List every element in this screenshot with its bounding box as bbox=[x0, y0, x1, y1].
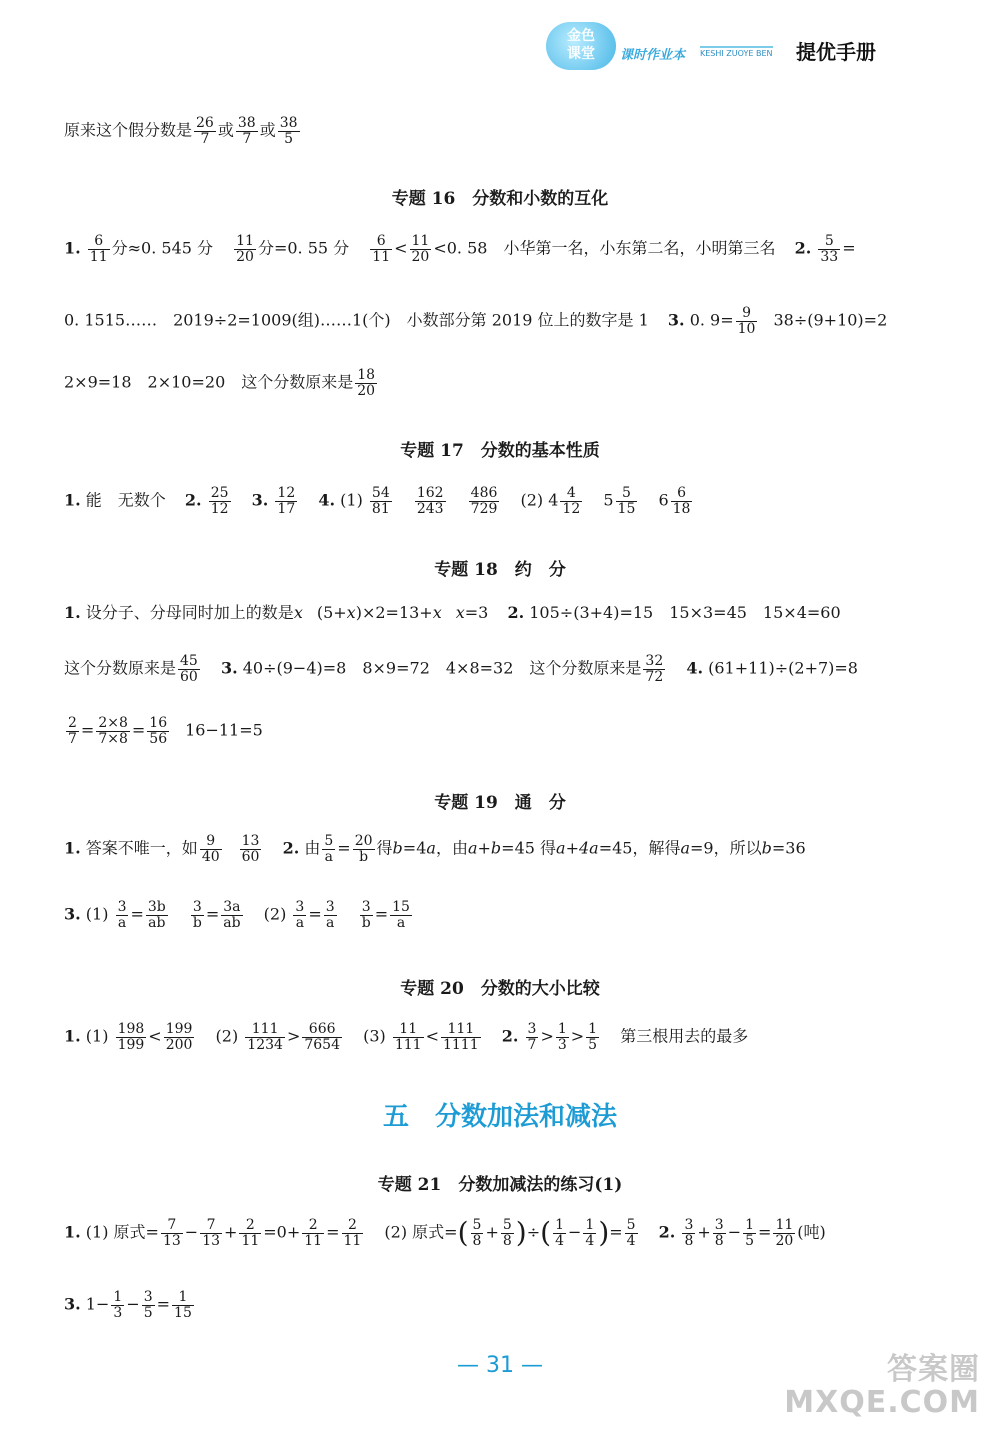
fraction bbox=[200, 1218, 222, 1248]
text: =9，所以 bbox=[690, 838, 762, 858]
numerator: 11 bbox=[236, 233, 254, 249]
fraction bbox=[553, 1218, 566, 1248]
numerator: 5 bbox=[818, 234, 840, 250]
fraction bbox=[736, 306, 758, 336]
text: (1) 原式= bbox=[85, 1222, 159, 1242]
numerator: 3 bbox=[325, 899, 335, 915]
q-num: 3. bbox=[220, 658, 238, 678]
or-text: 或 bbox=[217, 120, 234, 140]
text: 16−11=5 bbox=[185, 720, 263, 740]
denominator: 10 bbox=[737, 320, 756, 337]
numerator: 15 bbox=[392, 899, 410, 915]
q-num: 3. bbox=[64, 904, 81, 924]
denominator: 81 bbox=[371, 500, 390, 517]
denominator: 17 bbox=[277, 500, 296, 517]
denominator: 8 bbox=[714, 1232, 724, 1249]
fraction bbox=[560, 486, 582, 516]
text: (1) bbox=[85, 1026, 109, 1046]
denominator: 200 bbox=[165, 1036, 193, 1053]
numerator: 1 bbox=[557, 1021, 567, 1037]
intro-line bbox=[64, 116, 960, 146]
denominator: 1234 bbox=[247, 1036, 283, 1053]
fraction bbox=[393, 1022, 424, 1052]
var: b bbox=[392, 838, 403, 858]
logo-script: 课时作业本 bbox=[620, 48, 686, 63]
denominator: 20 bbox=[236, 248, 254, 265]
fraction bbox=[178, 654, 200, 684]
text: =0. 55 分 bbox=[273, 238, 350, 258]
denominator: 13 bbox=[162, 1232, 181, 1249]
numerator: 1 bbox=[588, 1021, 598, 1037]
denominator: a bbox=[117, 914, 127, 931]
topic-17-heading: 专题 17 分数的基本性质 bbox=[400, 441, 600, 461]
text: 能 无数个 bbox=[85, 490, 166, 510]
text: 得 bbox=[376, 838, 393, 858]
denominator: 60 bbox=[241, 848, 260, 865]
var: x bbox=[346, 603, 356, 622]
text: (1) bbox=[85, 904, 109, 924]
fraction bbox=[410, 234, 432, 264]
fraction bbox=[625, 1218, 638, 1248]
text: 设分子、分母同时加上的数是 bbox=[85, 603, 294, 622]
denominator: 5 bbox=[143, 1304, 153, 1321]
numerator: 3 bbox=[360, 900, 373, 916]
logo-bottom: 课堂 bbox=[567, 46, 595, 62]
numerator: 198 bbox=[117, 1021, 145, 1037]
denominator: 7 bbox=[68, 730, 77, 747]
text: 5 bbox=[603, 490, 614, 510]
fraction bbox=[278, 116, 300, 146]
fraction bbox=[322, 834, 335, 864]
text: 2×9=18 2×10=20 这个分数原来是 bbox=[64, 372, 354, 392]
fraction bbox=[583, 1218, 596, 1248]
denominator: 11 bbox=[241, 1232, 260, 1249]
numerator: 32 bbox=[645, 653, 664, 669]
denominator: 11 bbox=[372, 248, 391, 265]
fraction bbox=[586, 1022, 599, 1052]
numerator: 3 bbox=[684, 1217, 694, 1233]
fraction bbox=[302, 1218, 324, 1248]
numerator: 3 bbox=[527, 1021, 537, 1037]
numerator: 1 bbox=[113, 1289, 123, 1305]
denominator: b bbox=[359, 848, 369, 865]
text: ≈0. 545 分 bbox=[127, 238, 214, 258]
topic-21-line-1: 1. (1) 原式= $\frac{7}{13}$ − $\frac{7}{13}$ + $\frac{2}{11}$ =0+ $\frac{2}{11}$ = $\frac{2}{11}$ (2) 原式=( $\frac{5}{8}$ + $\frac{5}{8}$ )÷( $\frac{1}{4}$ − $\frac{1}{4}$ )= $\frac{5}{4}$ 2. $\frac{3}{8}$ + $\frac{3}{8}$ − $\frac{1}{5}$ = $\frac{11}{20}$ (吨) bbox=[64, 1216, 826, 1250]
fraction bbox=[302, 1022, 342, 1052]
numerator: 7 bbox=[161, 1218, 183, 1234]
numerator: 3 bbox=[714, 1217, 724, 1233]
denominator: b bbox=[361, 914, 371, 931]
topic-18-heading: 专题 18 约 分 bbox=[434, 560, 566, 580]
topic-19-line-2: 3. (1) $\frac{3}{a}$ = $\frac{3b}{ab}$ $\frac{3}{b}$ = $\frac{3a}{ab}$ (2) $\frac{3}{a}$ = $\frac{3}{a}$ $\frac{3}{b}$ = $\frac{15}{a}$ bbox=[64, 899, 410, 931]
numerator: 111 bbox=[245, 1022, 285, 1038]
q-num: 2. bbox=[184, 490, 202, 510]
fraction bbox=[324, 900, 337, 930]
numerator: 20 bbox=[354, 833, 373, 849]
fraction bbox=[370, 486, 392, 516]
denominator: 8 bbox=[502, 1232, 512, 1249]
denominator: 8 bbox=[472, 1232, 482, 1249]
denominator: 20 bbox=[357, 382, 376, 399]
fraction bbox=[172, 1290, 194, 1320]
text: )×2=13+ bbox=[355, 603, 433, 622]
denominator: 11 bbox=[89, 248, 108, 265]
denominator: 15 bbox=[617, 500, 636, 517]
numerator: 1 bbox=[555, 1217, 564, 1233]
denominator: 11 bbox=[304, 1232, 323, 1249]
q-num: 1. bbox=[64, 238, 81, 258]
q-num: 1. bbox=[64, 490, 81, 510]
denominator: a bbox=[396, 914, 406, 931]
numerator: 2 bbox=[68, 715, 77, 731]
fraction bbox=[275, 486, 297, 516]
numerator: 5 bbox=[502, 1217, 512, 1233]
logo-top: 金色 bbox=[567, 28, 595, 44]
q-num: 2. bbox=[282, 838, 300, 858]
fraction bbox=[191, 900, 204, 930]
q-num: 2. bbox=[658, 1222, 676, 1242]
fraction bbox=[209, 486, 231, 516]
text: (吨) bbox=[797, 1222, 826, 1242]
denominator: 243 bbox=[416, 500, 444, 517]
topic-16-line-3 bbox=[64, 368, 960, 398]
var: x bbox=[293, 603, 303, 622]
q-num: 2. bbox=[794, 238, 812, 258]
numerator: 13 bbox=[241, 833, 260, 849]
numerator: 2 bbox=[239, 1218, 261, 1234]
numerator: 11 bbox=[775, 1217, 794, 1233]
numerator: 1 bbox=[745, 1217, 755, 1233]
numerator: 2 bbox=[342, 1218, 364, 1234]
fraction bbox=[88, 234, 110, 264]
page-number: — 31 — bbox=[457, 1353, 543, 1378]
topic-16-heading: 专题 16 分数和小数的互化 bbox=[391, 189, 609, 209]
fraction bbox=[501, 1218, 514, 1248]
q-num: 3. bbox=[64, 1294, 81, 1314]
text: 答案不唯一，如 bbox=[85, 838, 198, 858]
denominator: 7654 bbox=[304, 1036, 340, 1053]
numerator: 199 bbox=[165, 1021, 193, 1037]
numerator: 9 bbox=[200, 834, 222, 850]
denominator: 8 bbox=[684, 1232, 694, 1249]
intro-text: 原来这个假分数是 bbox=[64, 120, 193, 140]
topic-19-heading: 专题 19 通 分 bbox=[434, 793, 566, 813]
denominator: 5 bbox=[588, 1036, 598, 1053]
fraction bbox=[221, 900, 242, 930]
numerator: 25 bbox=[210, 485, 229, 501]
fraction bbox=[142, 1290, 155, 1320]
fraction bbox=[194, 116, 216, 146]
numerator: 7 bbox=[200, 1218, 222, 1234]
topic-20-line-1: 1. (1) $\frac{198}{199}$ < $\frac{199}{200}$ (2) $\frac{111}{1234}$ > $\frac{666}{7654}$ (3) $\frac{11}{111}$ < $\frac{111}{1111}$ 2. $\frac{3}{7}$ > $\frac{1}{3}$ > $\frac{1}{5}$ 第三根用去的最多 bbox=[64, 1021, 749, 1053]
denominator: 3 bbox=[557, 1036, 567, 1053]
numerator: 3b bbox=[147, 899, 166, 915]
text: 1− bbox=[85, 1294, 110, 1314]
watermark-line-2: MXQE.COM bbox=[784, 1385, 980, 1420]
denominator: 5 bbox=[284, 130, 294, 147]
topic-18-line-3: $\frac{2}{7}$ = $\frac{2\times 8}{7\times 8}$ = $\frac{16}{56}$ 16−11=5 bbox=[68, 715, 263, 747]
numerator: 11 bbox=[393, 1022, 424, 1038]
numerator: 6 bbox=[370, 234, 392, 250]
topic-18-line-2 bbox=[64, 654, 960, 684]
text: (2) bbox=[215, 1026, 239, 1046]
text: =3 bbox=[464, 603, 489, 622]
q-num: 4. bbox=[318, 490, 336, 510]
numerator: 2 bbox=[302, 1218, 324, 1234]
numerator: 162 bbox=[416, 485, 444, 501]
q-num: 4. bbox=[686, 658, 704, 678]
fraction bbox=[236, 116, 258, 146]
fraction bbox=[682, 1218, 695, 1248]
numerator: 486 bbox=[470, 485, 498, 501]
denominator: 20 bbox=[411, 248, 430, 265]
or-text: 或 bbox=[259, 120, 276, 140]
brand-title: 提优手册 bbox=[796, 40, 876, 64]
var: b bbox=[490, 838, 502, 858]
watermark-logo bbox=[784, 1353, 980, 1419]
fraction bbox=[96, 716, 130, 746]
fraction bbox=[556, 1022, 569, 1052]
var: x bbox=[432, 603, 442, 622]
numerator: 3 bbox=[143, 1289, 153, 1305]
fraction bbox=[234, 234, 256, 264]
numerator: 26 bbox=[196, 115, 214, 131]
fraction bbox=[818, 234, 840, 264]
topic-21-heading: 专题 21 分数加减法的练习(1) bbox=[377, 1175, 623, 1195]
fraction bbox=[671, 486, 693, 516]
fraction bbox=[116, 900, 129, 930]
numerator: 18 bbox=[357, 367, 376, 383]
denominator: 12 bbox=[562, 500, 581, 517]
fraction bbox=[360, 900, 373, 930]
denominator: 7 bbox=[527, 1036, 537, 1053]
fraction bbox=[773, 1218, 795, 1248]
text: 这个分数原来是 bbox=[64, 658, 177, 678]
numerator: 6 bbox=[671, 486, 693, 502]
q-num: 2. bbox=[507, 603, 525, 622]
topic-21-line-2: 3. 1− $\frac{1}{3}$ − $\frac{3}{5}$ = $\frac{1}{15}$ bbox=[64, 1289, 192, 1321]
numerator: 3a bbox=[221, 900, 242, 916]
denominator: 7×8 bbox=[98, 730, 128, 747]
numerator: 666 bbox=[302, 1022, 342, 1038]
numerator: 5 bbox=[616, 486, 638, 502]
numerator: 4 bbox=[560, 486, 582, 502]
fraction bbox=[293, 900, 306, 930]
fraction bbox=[370, 234, 392, 264]
text: =45，解得 bbox=[598, 838, 681, 858]
var: b bbox=[761, 838, 772, 858]
denominator: 60 bbox=[180, 668, 198, 685]
fraction bbox=[66, 716, 79, 746]
numerator: 5 bbox=[626, 1217, 636, 1233]
numerator: 5 bbox=[472, 1217, 482, 1233]
q-num: 1. bbox=[64, 603, 81, 622]
fraction bbox=[355, 368, 377, 398]
text: 40÷(9−4)=8 8×9=72 4×8=32 这个分数原来是 bbox=[242, 658, 642, 678]
text: (5+ bbox=[316, 603, 347, 622]
logo-badge bbox=[546, 22, 616, 70]
text: =36 bbox=[771, 838, 806, 858]
fraction bbox=[526, 1022, 539, 1052]
text: 105÷(3+4)=15 15×3=45 15×4=60 bbox=[529, 603, 841, 622]
topic-18-line-1 bbox=[64, 600, 960, 623]
numerator: 3 bbox=[295, 899, 305, 915]
logo-subtitle: KESHI ZUOYE BEN bbox=[700, 46, 773, 58]
watermark-line-1: 答案圈 bbox=[887, 1352, 980, 1387]
fraction bbox=[616, 486, 638, 516]
text: (3) bbox=[363, 1026, 386, 1046]
text: =4 bbox=[402, 838, 427, 858]
fraction bbox=[643, 654, 665, 684]
denominator: 11 bbox=[343, 1232, 362, 1249]
section-5-title: 五 分数加法和减法 bbox=[382, 1102, 617, 1132]
denominator: 4 bbox=[585, 1232, 595, 1249]
denominator: 111 bbox=[394, 1036, 422, 1053]
denominator: b bbox=[192, 914, 202, 931]
denominator: a bbox=[324, 848, 334, 865]
fraction bbox=[743, 1218, 756, 1248]
fraction bbox=[353, 834, 375, 864]
fraction bbox=[713, 1218, 726, 1248]
q-num: 1. bbox=[64, 838, 81, 858]
numerator: 12 bbox=[277, 485, 296, 501]
text: (61+11)÷(2+7)=8 bbox=[708, 658, 858, 678]
q-num: 1. bbox=[64, 1026, 81, 1046]
numerator: 3 bbox=[191, 900, 204, 916]
fraction bbox=[245, 1022, 285, 1052]
fraction bbox=[342, 1218, 364, 1248]
denominator: 18 bbox=[672, 500, 691, 517]
numerator: 54 bbox=[371, 485, 390, 501]
denominator: 7 bbox=[242, 130, 252, 147]
fraction bbox=[147, 716, 169, 746]
numerator: 5 bbox=[324, 833, 334, 849]
denominator: 56 bbox=[149, 730, 168, 747]
denominator: ab bbox=[148, 914, 166, 931]
fraction bbox=[415, 486, 446, 516]
denominator: ab bbox=[223, 914, 241, 931]
numerator: 38 bbox=[237, 115, 256, 131]
var: a bbox=[556, 838, 566, 858]
fraction bbox=[471, 1218, 484, 1248]
var: x bbox=[455, 603, 465, 622]
numerator: 45 bbox=[180, 653, 198, 669]
denominator: 72 bbox=[645, 668, 664, 685]
numerator: 6 bbox=[88, 234, 110, 250]
fraction bbox=[390, 900, 412, 930]
numerator: 111 bbox=[441, 1022, 481, 1038]
fraction bbox=[111, 1290, 124, 1320]
fraction bbox=[469, 486, 500, 516]
var: a bbox=[426, 838, 436, 858]
fraction bbox=[146, 900, 168, 930]
fraction bbox=[200, 834, 222, 864]
denominator: a bbox=[326, 914, 335, 931]
denominator: 199 bbox=[117, 1036, 145, 1053]
denominator: 5 bbox=[745, 1232, 755, 1249]
fraction bbox=[164, 1022, 195, 1052]
text: 第三根用去的最多 bbox=[620, 1026, 749, 1046]
text: 分 bbox=[257, 238, 274, 258]
fraction bbox=[161, 1218, 183, 1248]
q-num: 2. bbox=[501, 1026, 519, 1046]
text: 6 bbox=[658, 490, 669, 510]
text: <0. 58 小华第一名，小东第二名，小明第三名 bbox=[433, 238, 776, 258]
denominator: a bbox=[295, 914, 305, 931]
text: =0+ bbox=[263, 1222, 301, 1242]
denominator: 40 bbox=[201, 848, 220, 865]
fraction bbox=[240, 834, 262, 864]
text: 0. 1515…… 2019÷2=1009(组)……1(个) 小数部分第 2019 位上的数字是 1 bbox=[64, 310, 649, 330]
topic-19-line-1: 1. 答案不唯一，如 $\frac{9}{40}$ $\frac{13}{60}$ 2. 由 $\frac{5}{a}$ = $\frac{20}{b}$ 得b=4a，由a+b=45 得a+4a=45，解得a=9，所以b=36 bbox=[64, 833, 806, 865]
denominator: 4 bbox=[626, 1232, 636, 1249]
denominator: 4 bbox=[555, 1232, 564, 1249]
numerator: 1 bbox=[585, 1217, 595, 1233]
topic-17-line-1 bbox=[64, 486, 960, 516]
fraction bbox=[239, 1218, 261, 1248]
denominator: 1111 bbox=[442, 1036, 479, 1053]
numerator: 3 bbox=[117, 899, 127, 915]
text: 由 bbox=[304, 838, 321, 858]
text: (1) bbox=[340, 490, 363, 510]
numerator: 2×8 bbox=[98, 715, 128, 731]
denominator: 20 bbox=[775, 1232, 794, 1249]
fraction bbox=[116, 1022, 147, 1052]
denominator: 33 bbox=[820, 248, 839, 265]
denominator: 13 bbox=[202, 1232, 221, 1249]
q-num: 3. bbox=[667, 310, 685, 330]
denominator: 15 bbox=[174, 1304, 192, 1321]
text: (2) 原式= bbox=[384, 1222, 458, 1242]
denominator: 3 bbox=[113, 1304, 123, 1321]
text: ，由 bbox=[435, 838, 468, 858]
numerator: 16 bbox=[149, 715, 168, 731]
q-num: 1. bbox=[64, 1222, 81, 1242]
topic-16-line-1: 1. $\frac{6}{11}$ 分≈0. 545 分 $\frac{11}{20}$ 分=0. 55 分 $\frac{6}{11}$ < $\frac{11}{20}$ <0. 58 小华第一名，小东第二名，小明第三名 2. $\frac{5}{33}$ = bbox=[64, 233, 856, 265]
numerator: 38 bbox=[279, 115, 298, 131]
topic-16-line-2 bbox=[64, 306, 960, 336]
q-num: 3. bbox=[251, 490, 269, 510]
numerator: 9 bbox=[736, 306, 758, 322]
text: 分 bbox=[111, 238, 128, 258]
text: (2) bbox=[263, 904, 287, 924]
text: (2) 4 bbox=[520, 490, 559, 510]
text: =45 得 bbox=[501, 838, 557, 858]
denominator: 7 bbox=[200, 130, 210, 147]
var: 4a bbox=[578, 838, 599, 858]
var: a bbox=[680, 838, 691, 858]
text: 0. 9= bbox=[689, 310, 734, 330]
text: 38÷(9+10)=2 bbox=[773, 310, 888, 330]
numerator: 1 bbox=[172, 1290, 194, 1306]
fraction bbox=[441, 1022, 481, 1052]
var: a bbox=[467, 838, 478, 858]
topic-20-heading: 专题 20 分数的大小比较 bbox=[400, 979, 600, 999]
denominator: 729 bbox=[470, 500, 498, 517]
numerator: 11 bbox=[411, 233, 430, 249]
denominator: 12 bbox=[210, 500, 229, 517]
